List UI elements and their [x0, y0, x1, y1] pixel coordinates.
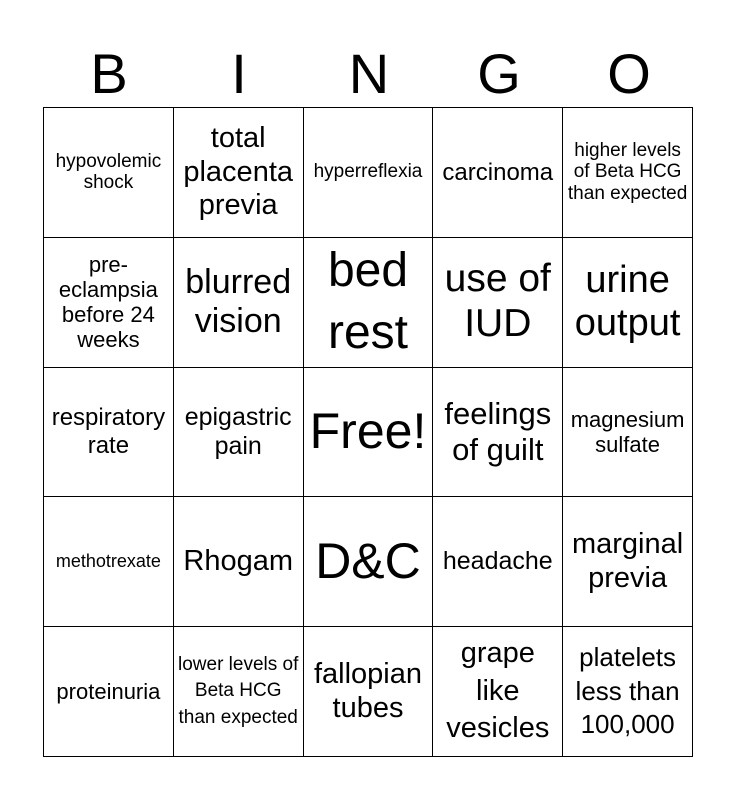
bingo-cell-text: pre-eclampsia before 24 weeks — [58, 251, 158, 353]
bingo-header — [44, 40, 694, 108]
bingo-cell[interactable] — [44, 108, 174, 238]
bingo-cell-text: feelings of guilt — [444, 396, 552, 467]
bingo-cell-text: higher levels of Beta HCG than expected — [567, 139, 688, 205]
bingo-cell[interactable] — [563, 497, 693, 627]
bingo-cell-free[interactable] — [304, 368, 434, 498]
bingo-cell[interactable] — [174, 108, 304, 238]
bingo-cell-text: hypovolemic shock — [55, 150, 162, 194]
bingo-cell-text: Free! — [309, 403, 427, 460]
bingo-cell[interactable] — [433, 238, 563, 368]
bingo-cell[interactable] — [174, 368, 304, 498]
bingo-cell[interactable] — [174, 627, 304, 757]
bingo-cell-text: respiratory rate — [51, 404, 166, 459]
bingo-cell-text: bed rest — [327, 243, 409, 360]
bingo-cell[interactable] — [44, 238, 174, 368]
bingo-cell[interactable] — [563, 368, 693, 498]
bingo-cell[interactable] — [563, 108, 693, 238]
bingo-cell[interactable] — [304, 627, 434, 757]
header-letter-b: B — [90, 42, 128, 105]
bingo-cell[interactable] — [433, 497, 563, 627]
header-letter-o: O — [607, 42, 651, 105]
bingo-cell-text: total placenta previa — [183, 122, 294, 222]
bingo-cell[interactable] — [44, 627, 174, 757]
bingo-cell-text: magnesium sulfate — [570, 406, 685, 457]
bingo-cell[interactable] — [44, 497, 174, 627]
bingo-cell-text: D&C — [315, 533, 421, 590]
bingo-cell-text: methotrexate — [55, 551, 161, 572]
bingo-cell[interactable] — [304, 497, 434, 627]
bingo-cell-text: use of IUD — [444, 257, 551, 346]
bingo-cell[interactable] — [563, 238, 693, 368]
bingo-cell-text: headache — [442, 547, 553, 576]
bingo-cell-text: carcinoma — [442, 158, 554, 186]
bingo-cell-text: fallopian tubes — [313, 658, 422, 724]
bingo-cell[interactable] — [433, 108, 563, 238]
bingo-cell-text: lower levels of Beta HCG than expected — [178, 653, 299, 728]
header-letter-g: G — [477, 42, 521, 105]
bingo-cell[interactable] — [304, 238, 434, 368]
bingo-cell[interactable] — [563, 627, 693, 757]
bingo-cell[interactable] — [174, 497, 304, 627]
bingo-cell-text: epigastric pain — [184, 403, 292, 460]
bingo-cell[interactable] — [174, 238, 304, 368]
bingo-cell-text: grape like vesicles — [446, 637, 550, 745]
bingo-cell-text: blurred vision — [185, 263, 292, 341]
header-letter-n: N — [348, 42, 390, 105]
bingo-cell[interactable] — [44, 368, 174, 498]
bingo-card-grid — [43, 107, 693, 757]
bingo-cell-text: urine output — [574, 258, 681, 345]
bingo-cell[interactable] — [304, 108, 434, 238]
bingo-cell-text: Rhogam — [183, 545, 293, 578]
header-letter-i: I — [231, 42, 247, 105]
bingo-cell-text: platelets less than 100,000 — [575, 641, 680, 740]
bingo-cell-text: marginal previa — [571, 528, 684, 594]
bingo-cell-text: hyperreflexia — [313, 161, 423, 183]
bingo-cell[interactable] — [433, 368, 563, 498]
bingo-cell[interactable] — [433, 627, 563, 757]
bingo-cell-text: proteinuria — [56, 678, 161, 704]
